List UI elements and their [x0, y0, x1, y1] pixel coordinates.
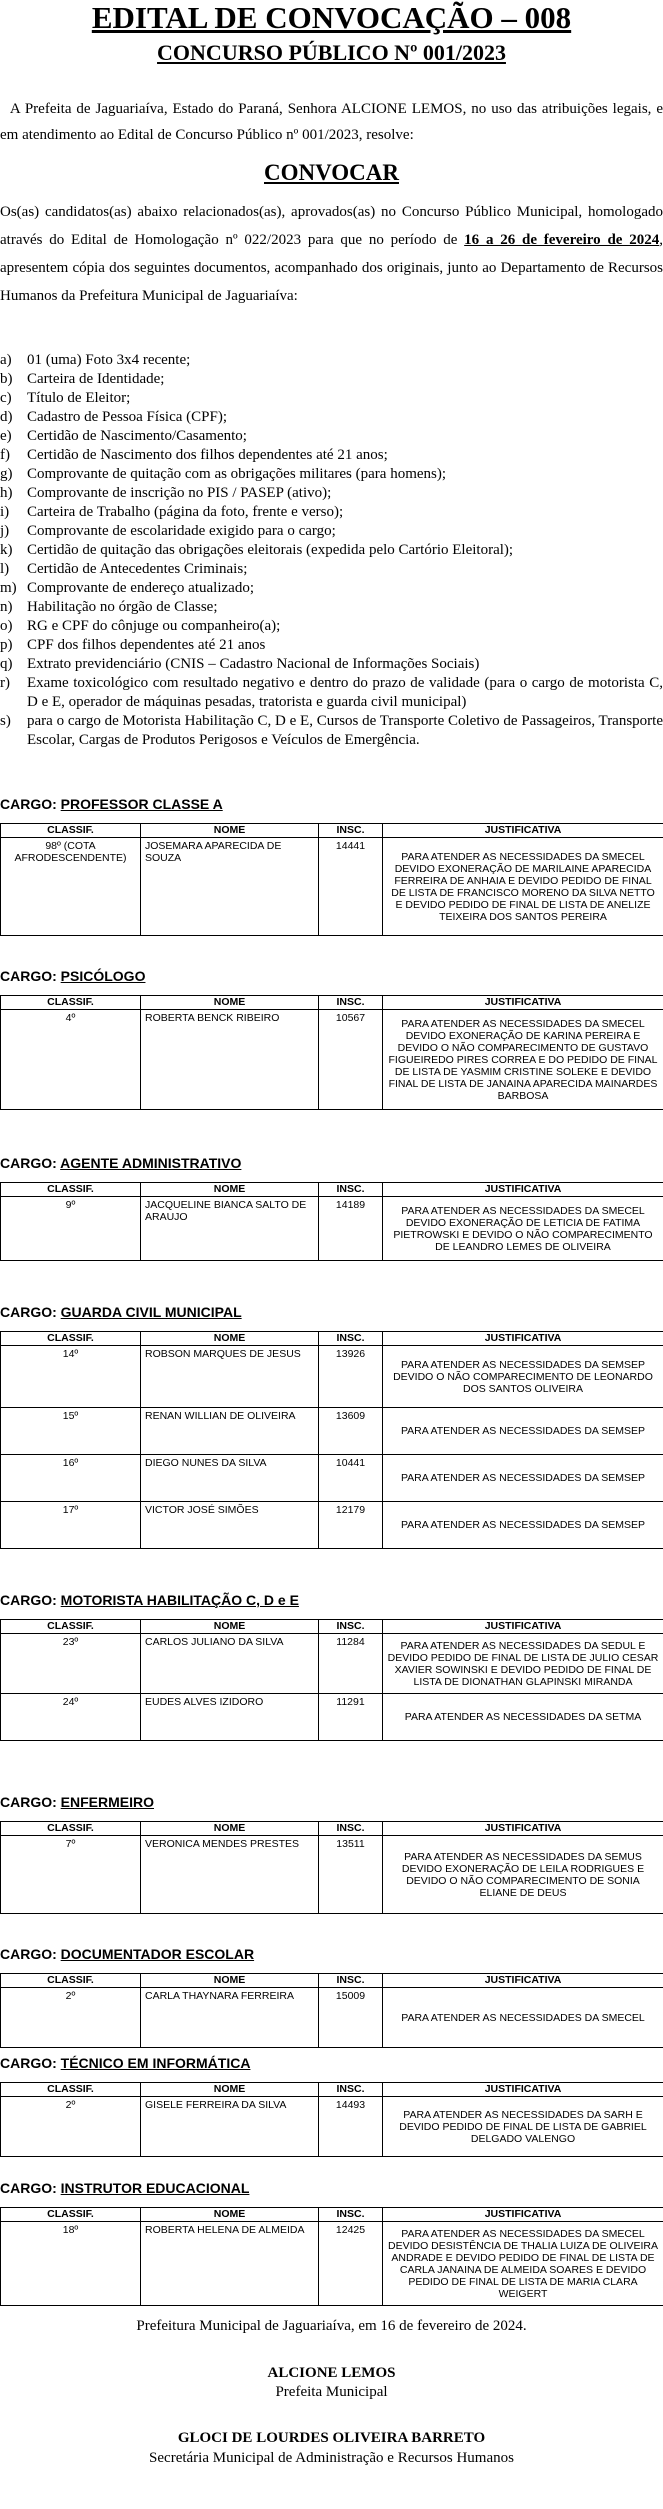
cargo-name: PROFESSOR CLASSE A	[60, 796, 223, 812]
table-row	[1, 1010, 663, 1110]
column-header-nome: NOME	[141, 1822, 319, 1836]
column-header-insc: INSC.	[319, 2083, 383, 2097]
intro-text: A Prefeita de Jaguariaíva, Estado do Paraná, Senhora ALCIONE LEMOS, no uso das atribuições legais, e em atendimento ao Edital de Concurso Público nº 001/2023, resolve:	[0, 101, 663, 143]
cell-insc: 10441	[319, 1455, 383, 1502]
document-item-text: Certidão de Nascimento/Casamento;	[27, 428, 247, 444]
cell-justificativa: PARA ATENDER AS NECESSIDADES DA SEMSEP	[383, 1455, 663, 1502]
cargo-table	[0, 995, 663, 1110]
document-item-text: Título de Eleitor;	[27, 390, 131, 406]
document-item-text: Habilitação no órgão de Classe;	[27, 599, 218, 615]
column-header-classif: CLASSIF.	[1, 1332, 141, 1346]
table-header-row	[1, 1332, 663, 1346]
cell-classif: 4º	[1, 1010, 141, 1110]
cargo-name: INSTRUTOR EDUCACIONAL	[60, 2180, 250, 2196]
documents-list	[0, 351, 663, 750]
column-header-nome: NOME	[141, 1183, 319, 1197]
document-item-text: CPF dos filhos dependentes até 21 anos	[27, 637, 266, 653]
table-row	[1, 838, 663, 936]
table-row	[1, 1455, 663, 1502]
column-header-justificativa: JUSTIFICATIVA	[383, 996, 663, 1010]
document-item-text: Carteira de Identidade;	[27, 371, 165, 387]
document-item	[0, 541, 663, 560]
cell-insc: 10567	[319, 1010, 383, 1110]
cargo-label	[0, 1794, 154, 1810]
table-row	[1, 2097, 663, 2157]
cell-nome: ROBERTA BENCK RIBEIRO	[141, 1010, 319, 1110]
cell-nome: EUDES ALVES IZIDORO	[141, 1694, 319, 1741]
signer-1-role: Prefeita Municipal	[275, 2384, 388, 2400]
cell-nome: JACQUELINE BIANCA SALTO DE ARAUJO	[141, 1197, 319, 1261]
document-item-text: Exame toxicológico com resultado negativo e dentro do prazo de validade (para o cargo de motorista C, D e E, operador de máquinas pesadas, tratorista e guarda civil municipal)	[27, 675, 663, 710]
document-item-key: e)	[0, 428, 12, 444]
cargo-prefix: CARGO:	[0, 2055, 61, 2071]
cell-justificativa: PARA ATENDER AS NECESSIDADES DA SMECEL DEVIDO DESISTÊNCIA DE THALIA LUIZA DE OLIVEIRA ANDRADE E DEVIDO PEDIDO DE FINAL DE LISTA DE CARLA JANAINA DE ALMEIDA SOARES E DEVIDO PEDIDO DE FINAL DE LISTA DE MARIA CLARA WEIGERT	[383, 2222, 663, 2306]
document-item-key: f)	[0, 447, 10, 463]
cell-nome: CARLA THAYNARA FERREIRA	[141, 1988, 319, 2048]
paragraph-after: , apresentem cópia dos seguintes documentos, acompanhado dos originais, junto ao Departamento de Recursos Humanos da Prefeitura Municipal de Jaguariaíva:	[0, 232, 663, 304]
document-item-text: para o cargo de Motorista Habilitação C, D e E, Cursos de Transporte Coletivo de Passageiros, Transporte Escolar, Cargas de Produtos Perigosos e Veículos de Emergência.	[27, 713, 663, 748]
column-header-classif: CLASSIF.	[1, 2083, 141, 2097]
cargo-label	[0, 1304, 242, 1320]
document-item-text: Cadastro de Pessoa Física (CPF);	[27, 409, 227, 425]
document-item-text: 01 (uma) Foto 3x4 recente;	[27, 352, 191, 368]
column-header-justificativa: JUSTIFICATIVA	[383, 824, 663, 838]
cargo-prefix: CARGO:	[0, 968, 61, 984]
document-item	[0, 408, 663, 427]
convocar-heading: CONVOCAR	[264, 160, 399, 185]
cargo-label	[0, 968, 145, 984]
cargo-name: GUARDA CIVIL MUNICIPAL	[60, 1304, 242, 1320]
cargo-name: AGENTE ADMINISTRATIVO	[60, 1155, 242, 1171]
document-item-key: c)	[0, 390, 12, 406]
cell-nome: ROBERTA HELENA DE ALMEIDA	[141, 2222, 319, 2306]
cargo-prefix: CARGO:	[0, 796, 61, 812]
cell-justificativa: PARA ATENDER AS NECESSIDADES DA SEMSEP	[383, 1408, 663, 1455]
document-item-key: k)	[0, 542, 13, 558]
column-header-nome: NOME	[141, 2083, 319, 2097]
column-header-nome: NOME	[141, 2208, 319, 2222]
cell-justificativa: PARA ATENDER AS NECESSIDADES DA SEMSEP	[383, 1502, 663, 1549]
cargo-table	[0, 1331, 663, 1549]
cell-classif: 98º (COTA AFRODESCENDENTE)	[1, 838, 141, 936]
document-item-key: m)	[0, 580, 17, 596]
cargo-label	[0, 1946, 254, 1962]
cell-insc: 14441	[319, 838, 383, 936]
document-item	[0, 446, 663, 465]
intro-paragraph	[0, 96, 663, 148]
table-row	[1, 1346, 663, 1408]
document-item-text: RG e CPF do cônjuge ou companheiro(a);	[27, 618, 281, 634]
cell-nome: GISELE FERREIRA DA SILVA	[141, 2097, 319, 2157]
table-row	[1, 1988, 663, 2048]
document-item	[0, 636, 663, 655]
column-header-insc: INSC.	[319, 1183, 383, 1197]
cell-justificativa: PARA ATENDER AS NECESSIDADES DA SEMSEP DEVIDO O NÃO COMPARECIMENTO DE LEONARDO DOS SANTOS OLIVEIRA	[383, 1346, 663, 1408]
cargo-prefix: CARGO:	[0, 1155, 61, 1171]
table-header-row	[1, 1822, 663, 1836]
cell-justificativa: PARA ATENDER AS NECESSIDADES DA SMECEL DEVIDO EXONERAÇÃO DE MARILAINE APARECIDA FERREIRA DE ANHAIA E DEVIDO PEDIDO DE FINAL DE LISTA DE FRANCISCO MORENO DA SILVA NETTO E DEVIDO PEDIDO DE FINAL DE LISTA DE ANELIZE TEIXEIRA DOS SANTOS PEREIRA	[383, 838, 663, 936]
document-item	[0, 598, 663, 617]
column-header-classif: CLASSIF.	[1, 1620, 141, 1634]
cargo-label	[0, 1155, 241, 1171]
table-row	[1, 1694, 663, 1741]
cell-insc: 14493	[319, 2097, 383, 2157]
cell-insc: 11284	[319, 1634, 383, 1694]
table-header-row	[1, 2083, 663, 2097]
signer-2-name: GLOCI DE LOURDES OLIVEIRA BARRETO	[177, 2430, 486, 2446]
document-title: EDITAL DE CONVOCAÇÃO – 008	[91, 0, 572, 35]
column-header-nome: NOME	[141, 1620, 319, 1634]
document-item	[0, 712, 663, 750]
column-header-insc: INSC.	[319, 2208, 383, 2222]
document-item-text: Certidão de quitação das obrigações eleitorais (expedida pelo Cartório Eleitoral);	[27, 542, 514, 558]
document-item	[0, 465, 663, 484]
place-date: Prefeitura Municipal de Jaguariaíva, em 16 de fevereiro de 2024.	[136, 2318, 527, 2334]
cell-justificativa: PARA ATENDER AS NECESSIDADES DA SEMUS DEVIDO EXONERAÇÃO DE LEILA RODRIGUES E DEVIDO O NÃO COMPARECIMENTO DE SONIA ELIANE DE DEUS	[383, 1836, 663, 1914]
column-header-classif: CLASSIF.	[1, 1822, 141, 1836]
cell-insc: 12425	[319, 2222, 383, 2306]
cargo-table	[0, 823, 663, 936]
cargo-prefix: CARGO:	[0, 1946, 61, 1962]
table-header-row	[1, 2208, 663, 2222]
document-item-key: n)	[0, 599, 13, 615]
cargo-name: ENFERMEIRO	[60, 1794, 155, 1810]
cell-classif: 14º	[1, 1346, 141, 1408]
document-item-key: l)	[0, 561, 10, 577]
table-header-row	[1, 1620, 663, 1634]
cargo-label	[0, 1592, 299, 1608]
paragraph-before: Os(as) candidatos(as) abaixo relacionados(as), aprovados(as) no Concurso Público Municipal, homologado através do Edital de Homologação nº 022/2023 para que no período de	[0, 204, 663, 248]
cell-classif: 15º	[1, 1408, 141, 1455]
cargo-name: TÉCNICO EM INFORMÁTICA	[60, 2055, 251, 2071]
column-header-classif: CLASSIF.	[1, 2208, 141, 2222]
column-header-justificativa: JUSTIFICATIVA	[383, 2083, 663, 2097]
cargo-prefix: CARGO:	[0, 1794, 61, 1810]
cargo-label	[0, 796, 223, 812]
table-row	[1, 1502, 663, 1549]
document-item	[0, 389, 663, 408]
cargo-prefix: CARGO:	[0, 1304, 61, 1320]
cargo-table	[0, 1973, 663, 2048]
column-header-classif: CLASSIF.	[1, 1974, 141, 1988]
column-header-classif: CLASSIF.	[1, 1183, 141, 1197]
cell-justificativa: PARA ATENDER AS NECESSIDADES DA SARH E DEVIDO PEDIDO DE FINAL DE LISTA DE GABRIEL DELGADO VALENGO	[383, 2097, 663, 2157]
column-header-insc: INSC.	[319, 824, 383, 838]
document-item-text: Comprovante de escolaridade exigido para o cargo;	[27, 523, 336, 539]
cell-nome: VICTOR JOSÉ SIMÕES	[141, 1502, 319, 1549]
column-header-justificativa: JUSTIFICATIVA	[383, 1974, 663, 1988]
cell-justificativa: PARA ATENDER AS NECESSIDADES DA SMECEL DEVIDO EXONERAÇÃO DE LETICIA DE FATIMA PIETROWSKI E DEVIDO O NÃO COMPARECIMENTO DE LEANDRO LEMES DE OLIVEIRA	[383, 1197, 663, 1261]
cell-insc: 13609	[319, 1408, 383, 1455]
column-header-insc: INSC.	[319, 996, 383, 1010]
signer-2-role: Secretária Municipal de Administração e Recursos Humanos	[149, 2450, 514, 2466]
table-header-row	[1, 1974, 663, 1988]
cargo-label	[0, 2180, 249, 2196]
document-item	[0, 655, 663, 674]
column-header-nome: NOME	[141, 1332, 319, 1346]
document-item-key: i)	[0, 504, 10, 520]
column-header-justificativa: JUSTIFICATIVA	[383, 1332, 663, 1346]
cell-classif: 24º	[1, 1694, 141, 1741]
column-header-nome: NOME	[141, 996, 319, 1010]
cell-justificativa: PARA ATENDER AS NECESSIDADES DA SMECEL	[383, 1988, 663, 2048]
document-item-text: Comprovante de inscrição no PIS / PASEP (ativo);	[27, 485, 332, 501]
column-header-insc: INSC.	[319, 1974, 383, 1988]
cell-justificativa: PARA ATENDER AS NECESSIDADES DA SEDUL E DEVIDO PEDIDO DE FINAL DE LISTA DE JULIO CESAR XAVIER SOWINSKI E DEVIDO PEDIDO DE FINAL DE LISTA DE DIONATHAN GLAPINSKI MIRANDA	[383, 1634, 663, 1694]
column-header-nome: NOME	[141, 1974, 319, 1988]
cell-classif: 17º	[1, 1502, 141, 1549]
table-row	[1, 1197, 663, 1261]
column-header-insc: INSC.	[319, 1822, 383, 1836]
document-item-text: Carteira de Trabalho (página da foto, frente e verso);	[27, 504, 344, 520]
cargo-name: PSICÓLOGO	[60, 968, 146, 984]
document-item	[0, 617, 663, 636]
document-item	[0, 351, 663, 370]
cell-classif: 18º	[1, 2222, 141, 2306]
document-item	[0, 522, 663, 541]
cell-justificativa: PARA ATENDER AS NECESSIDADES DA SMECEL DEVIDO EXONERAÇÃO DE KARINA PEREIRA E DEVIDO O NÃO COMPARECIMENTO DE GUSTAVO FIGUEIREDO PIRES CORREA E DO PEDIDO DE FINAL DE LISTA DE YASMIM CRISTINE SOLEKE E DEVIDO FINAL DE LISTA DE JANAINA APARECIDA MAINARDES BARBOSA	[383, 1010, 663, 1110]
cell-nome: ROBSON MARQUES DE JESUS	[141, 1346, 319, 1408]
table-header-row	[1, 996, 663, 1010]
document-item-key: q)	[0, 656, 13, 672]
cell-nome: VERONICA MENDES PRESTES	[141, 1836, 319, 1914]
document-item-key: h)	[0, 485, 13, 501]
cell-insc: 15009	[319, 1988, 383, 2048]
document-item-text: Comprovante de endereço atualizado;	[27, 580, 254, 596]
column-header-classif: CLASSIF.	[1, 996, 141, 1010]
column-header-insc: INSC.	[319, 1620, 383, 1634]
table-row	[1, 1408, 663, 1455]
document-item-text: Comprovante de quitação com as obrigações militares (para homens);	[27, 466, 447, 482]
document-item	[0, 370, 663, 389]
document-item-key: s)	[0, 713, 11, 729]
document-item-key: d)	[0, 409, 13, 425]
column-header-justificativa: JUSTIFICATIVA	[383, 1822, 663, 1836]
table-header-row	[1, 1183, 663, 1197]
paragraph-date-highlight: 16 a 26 de fevereiro de 2024	[464, 232, 660, 248]
table-row	[1, 2222, 663, 2306]
document-item-key: a)	[0, 352, 12, 368]
table-header-row	[1, 824, 663, 838]
cell-classif: 9º	[1, 1197, 141, 1261]
cargo-table	[0, 1182, 663, 1261]
cell-nome: RENAN WILLIAN DE OLIVEIRA	[141, 1408, 319, 1455]
column-header-insc: INSC.	[319, 1332, 383, 1346]
column-header-nome: NOME	[141, 824, 319, 838]
cell-justificativa: PARA ATENDER AS NECESSIDADES DA SETMA	[383, 1694, 663, 1741]
cell-insc: 13926	[319, 1346, 383, 1408]
document-item-key: b)	[0, 371, 13, 387]
document-item-key: p)	[0, 637, 13, 653]
cell-insc: 14189	[319, 1197, 383, 1261]
document-item-text: Certidão de Nascimento dos filhos dependentes até 21 anos;	[27, 447, 388, 463]
cell-classif: 23º	[1, 1634, 141, 1694]
cell-nome: JOSEMARA APARECIDA DE SOUZA	[141, 838, 319, 936]
document-item-text: Certidão de Antecedentes Criminais;	[27, 561, 248, 577]
cargo-label	[0, 2055, 250, 2071]
cell-classif: 2º	[1, 2097, 141, 2157]
column-header-classif: CLASSIF.	[1, 824, 141, 838]
cell-classif: 7º	[1, 1836, 141, 1914]
document-item-text: Extrato previdenciário (CNIS – Cadastro Nacional de Informações Sociais)	[27, 656, 480, 672]
main-paragraph	[0, 198, 663, 310]
column-header-justificativa: JUSTIFICATIVA	[383, 1183, 663, 1197]
cargo-table	[0, 2082, 663, 2157]
cell-insc: 13511	[319, 1836, 383, 1914]
cell-classif: 2º	[1, 1988, 141, 2048]
document-item	[0, 427, 663, 446]
cargo-table	[0, 1821, 663, 1914]
signer-1-name: ALCIONE LEMOS	[267, 2365, 396, 2381]
column-header-justificativa: JUSTIFICATIVA	[383, 2208, 663, 2222]
cell-nome: DIEGO NUNES DA SILVA	[141, 1455, 319, 1502]
column-header-justificativa: JUSTIFICATIVA	[383, 1620, 663, 1634]
document-item-key: r)	[0, 675, 10, 691]
document-subtitle: CONCURSO PÚBLICO Nº 001/2023	[157, 40, 506, 65]
cell-insc: 11291	[319, 1694, 383, 1741]
document-item	[0, 579, 663, 598]
document-item-key: o)	[0, 618, 13, 634]
document-item-key: g)	[0, 466, 13, 482]
cell-insc: 12179	[319, 1502, 383, 1549]
cargo-prefix: CARGO:	[0, 2180, 61, 2196]
document-item	[0, 674, 663, 712]
document-item	[0, 560, 663, 579]
cargo-name: MOTORISTA HABILITAÇÃO C, D e E	[60, 1592, 299, 1608]
document-item	[0, 484, 663, 503]
table-row	[1, 1634, 663, 1694]
document-item-key: j)	[0, 523, 10, 539]
cell-classif: 16º	[1, 1455, 141, 1502]
cargo-name: DOCUMENTADOR ESCOLAR	[60, 1946, 255, 1962]
cargo-table	[0, 2207, 663, 2306]
cargo-prefix: CARGO:	[0, 1592, 61, 1608]
cell-nome: CARLOS JULIANO DA SILVA	[141, 1634, 319, 1694]
table-row	[1, 1836, 663, 1914]
document-item	[0, 503, 663, 522]
cargo-table	[0, 1619, 663, 1741]
